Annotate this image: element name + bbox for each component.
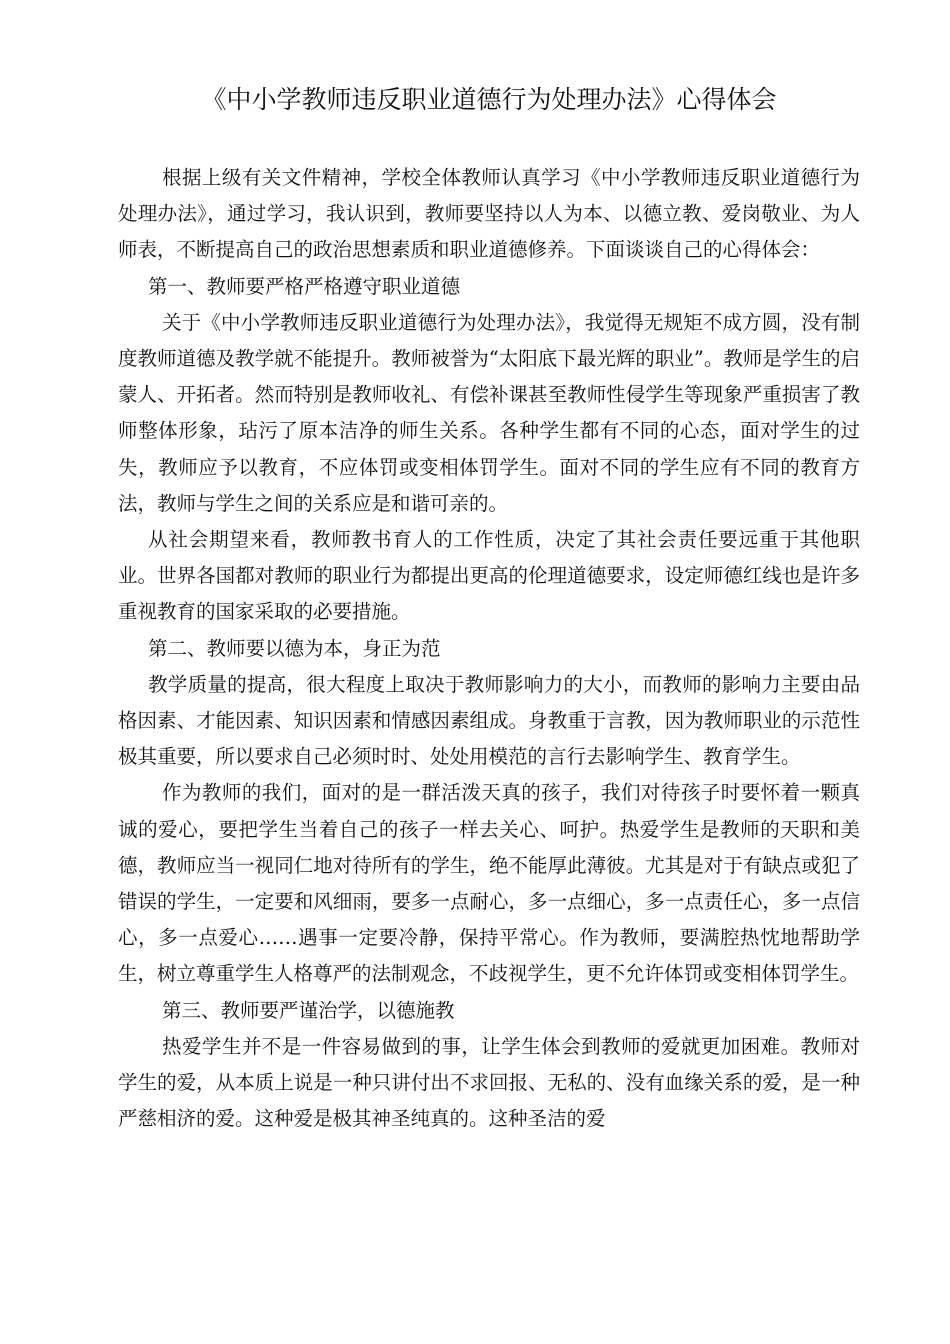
section-heading-2: 第二、教师要以德为本，身正为范: [148, 636, 441, 660]
body-paragraph: 热爱学生并不是一件容易做到的事，让学生体会到教师的爱就更加困难。教师对学生的爱，从本质上说是一种只讲付出不求回报、无私的、没有血缘关系的爱，是一种严慈相济的爱。这种爱是极其神圣纯真的。这种圣洁的爱: [118, 1034, 860, 1131]
body-paragraph: 关于《中小学教师违反职业道德行为处理办法》，我觉得无规矩不成方圆，没有制度教师道德及教学就不能提升。教师被誉为“太阳底下最光辉的职业”。教师是学生的启蒙人、开拓者。然而特别是教师收礼、有偿补课甚至教师性侵学生等现象严重损害了教师整体形象，玷污了原本洁净的师生关系。各种学生都有不同的心态，面对学生的过失，教师应予以教育，不应体罚或变相体罚学生。面对不同的学生应有不同的教育方法，教师与学生之间的关系应是和谐可亲的。: [118, 310, 860, 515]
body-paragraph: 作为教师的我们，面对的是一群活泼天真的孩子，我们对待孩子时要怀着一颗真诚的爱心，要把学生当着自己的孩子一样去关心、呵护。热爱学生是教师的天职和美德，教师应当一视同仁地对待所有的学生，绝不能厚此薄彼。尤其是对于有缺点或犯了错误的学生，一定要和风细雨，要多一点耐心，多一点细心，多一点责任心，多一点信心，多一点爱心……遇事一定要冷静，保持平常心。作为教师，要满腔热忱地帮助学生，树立尊重学生人格尊严的法制观念，不歧视学生，更不允许体罚或变相体罚学生。: [118, 781, 860, 986]
document-body: [118, 160, 860, 1137]
body-paragraph: 教学质量的提高，很大程度上取决于教师影响力的大小，而教师的影响力主要由品格因素、才能因素、知识因素和情感因素组成。身教重于言教，因为教师职业的示范性极其重要，所以要求自己必须时时、处处用模范的言行去影响学生、教育学生。: [118, 672, 860, 769]
body-paragraph: 从社会期望来看，教师教书育人的工作性质，决定了其社会责任要远重于其他职业。世界各国都对教师的职业行为都提出更高的伦理道德要求，设定师德红线也是许多重视教育的国家采取的必要措施。: [118, 528, 860, 624]
section-heading-1: 第一、教师要严格严格遵守职业道德: [148, 274, 461, 298]
intro-paragraph: 根据上级有关文件精神，学校全体教师认真学习《中小学教师违反职业道德行为处理办法》，通过学习，我认识到，教师要坚持以人为本、以德立教、爱岗敬业、为人师表，不断提高自己的政治思想素质和职业道德修养。下面谈谈自己的心得体会：: [118, 166, 860, 262]
document-title: 《中小学教师违反职业道德行为处理办法》心得体会: [201, 85, 777, 114]
section-heading-3: 第三、教师要严谨治学，以德施教: [162, 998, 455, 1022]
